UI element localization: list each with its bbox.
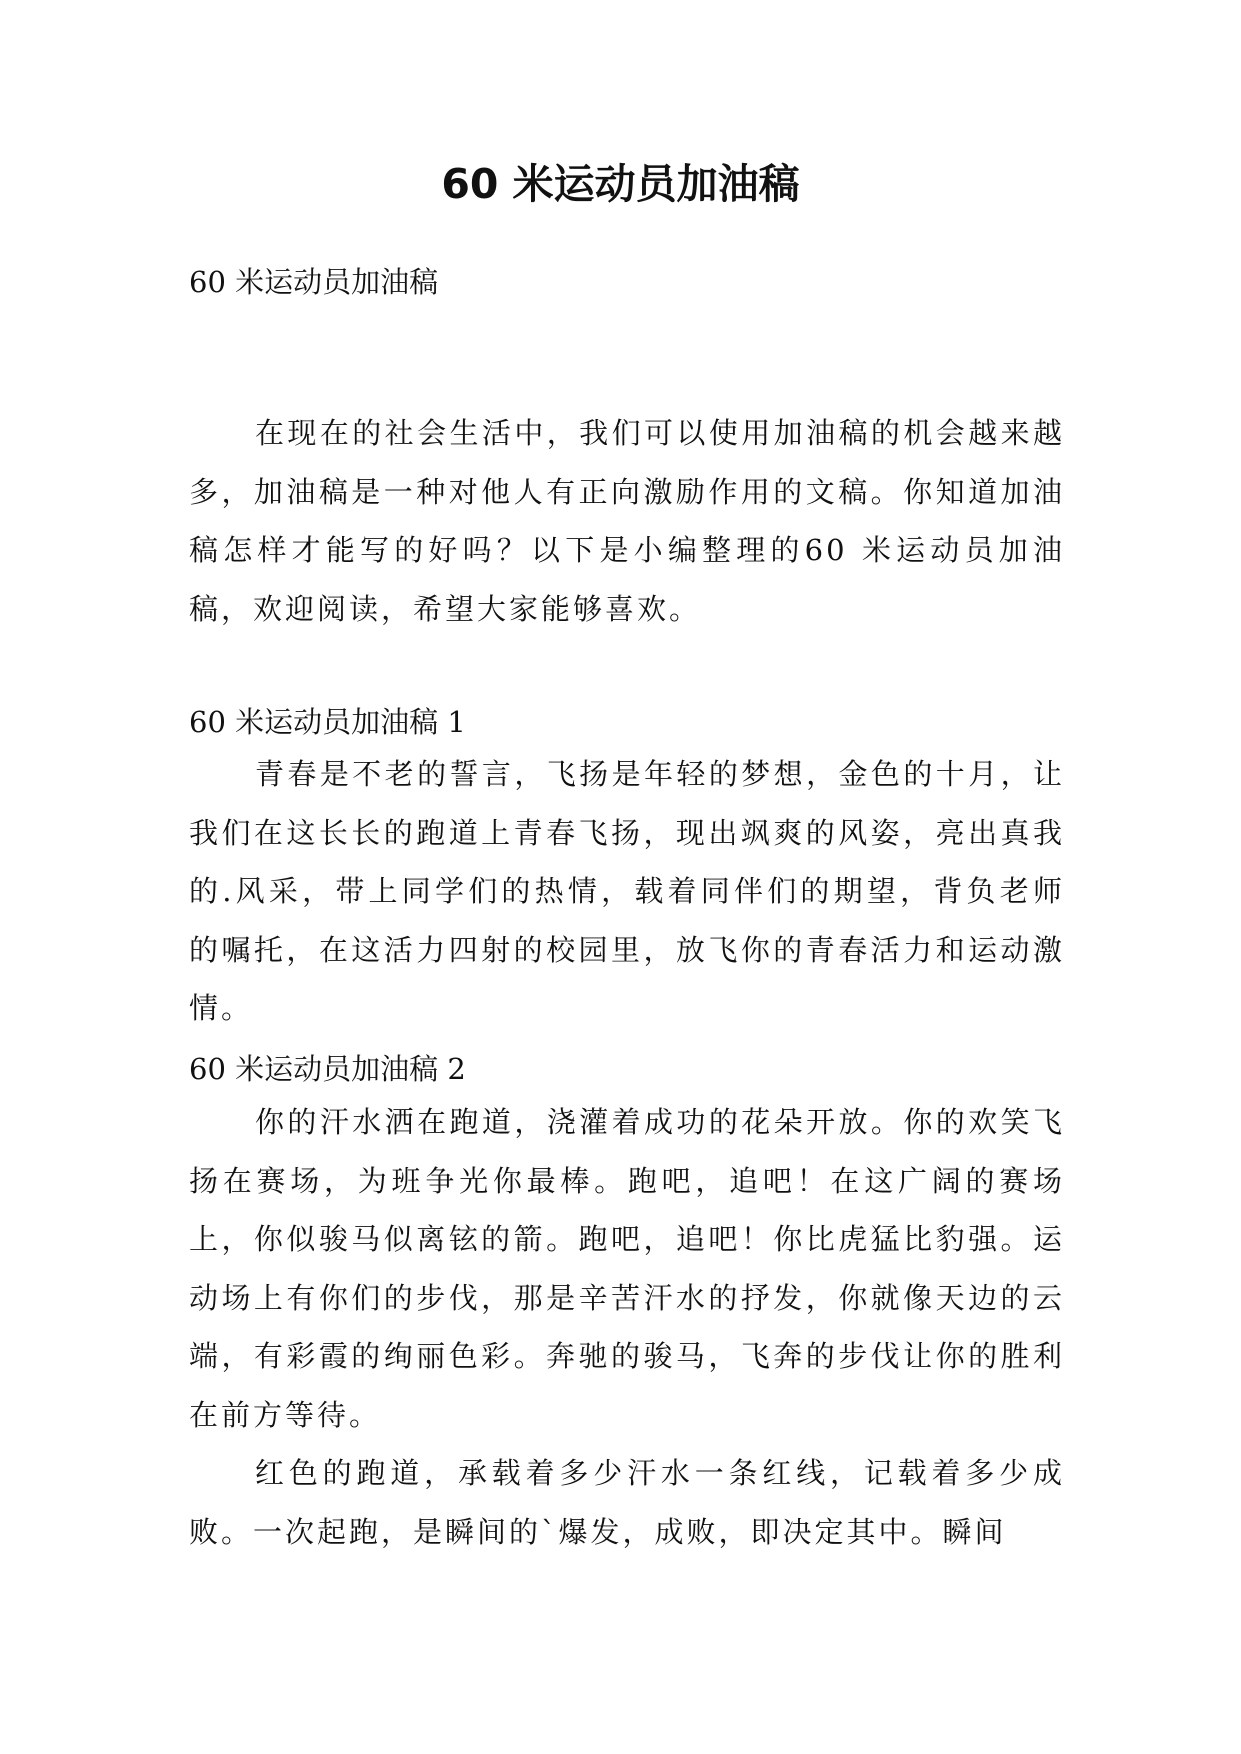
section-1-paragraph: 青春是不老的誓言，飞扬是年轻的梦想，金色的十月，让我们在这长长的跑道上青春飞扬，现出飒爽的风姿，亮出真我的.风采，带上同学们的热情，载着同伴们的期望，背负老师的嘱托，在这活力四射的校园里，放飞你的青春活力和运动激情。 — [189, 757, 1065, 1025]
section-heading-2: 60 米运动员加油稿 2 — [189, 1052, 466, 1086]
section-heading-1: 60 米运动员加油稿 1 — [189, 705, 466, 739]
intro-paragraph: 在现在的社会生活中，我们可以使用加油稿的机会越来越多，加油稿是一种对他人有正向激励作用的文稿。你知道加油稿怎样才能写的好吗？以下是小编整理的60 米运动员加油稿，欢迎阅读，希望大家能够喜欢。 — [189, 416, 1065, 626]
section-2-paragraph-1: 你的汗水洒在跑道，浇灌着成功的花朵开放。你的欢笑飞扬在赛场，为班争光你最棒。跑吧，追吧！在这广阔的赛场上，你似骏马似离铉的箭。跑吧，追吧！你比虎猛比豹强。运动场上有你们的步伐，那是辛苦汗水的抒发，你就像天边的云端，有彩霞的绚丽色彩。奔驰的骏马，飞奔的步伐让你的胜利在前方等待。 — [189, 1105, 1065, 1432]
section-2-paragraph-2: 红色的跑道，承载着多少汗水一条红线，记载着多少成败。一次起跑，是瞬间的`爆发，成败，即决定其中。瞬间 — [189, 1456, 1065, 1549]
document-subtitle: 60 米运动员加油稿 — [189, 265, 439, 299]
document-title: 60 米运动员加油稿 — [441, 160, 800, 208]
